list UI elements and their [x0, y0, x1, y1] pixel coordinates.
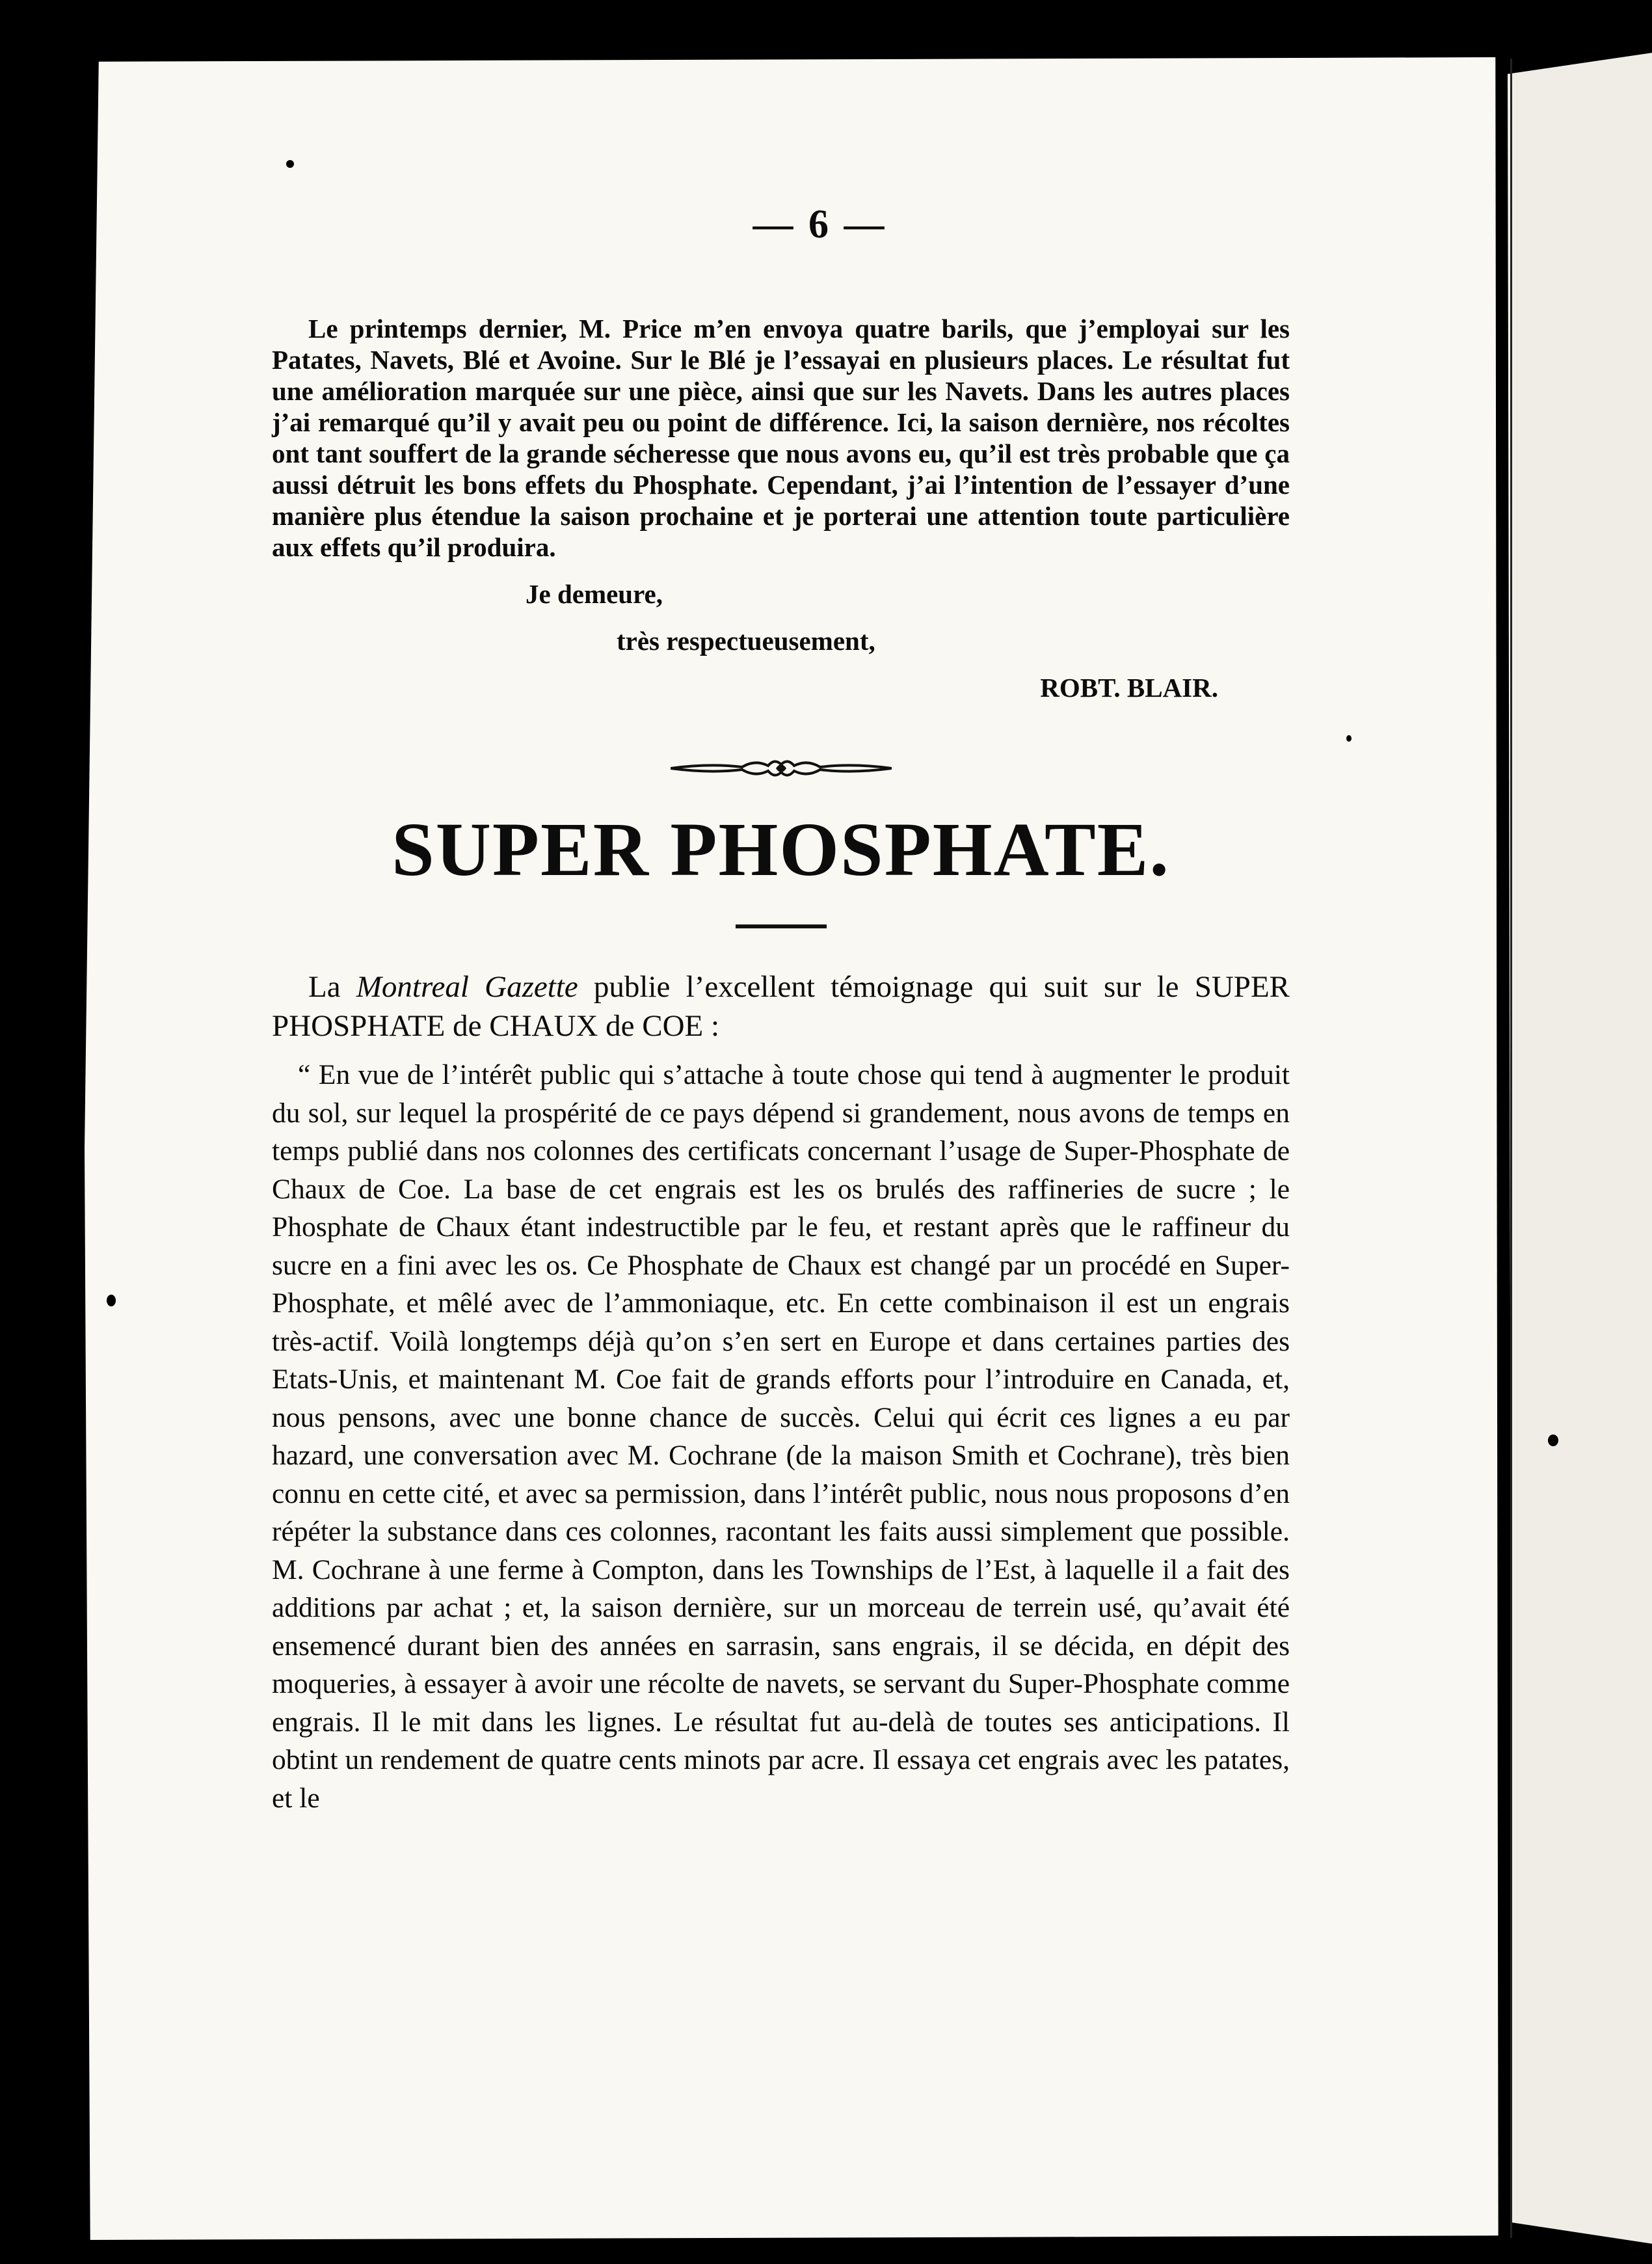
- intro-suffix: publie l’excellent témoignage qui suit sur le SUPER PHOSPHATE de CHAUX de COE :: [272, 970, 1290, 1043]
- intro-prefix: La: [308, 970, 356, 1004]
- ink-speck: [286, 160, 294, 168]
- quoted-article: “ En vue de l’intérêt public qui s’attache à toute chose qui tend à augmenter le produit du sol, sur lequel la prospérité de ce pays dépend si grandement, nous avons de temps en temps publié dans nos colonnes des certificats concernant l’usage de Super-Phosphate de Chaux de Coe. La base de cet engrais est les os brulés des raffineries de sucre ; le Phosphate de Chaux étant indestructible par le feu, et restant après que le raffineur du sucre en a fini avec les os. Ce Phosphate de Chaux est changé par un procédé en Super-Phosphate, et mêlé avec de l’ammoniaque, etc. En cette combinaison il est un engrais très-actif. Voilà longtemps déjà qu’on s’en sert en Europe et dans certaines parties des Etats-Unis, et maintenant M. Coe fait de grands efforts pour l’introduire en Canada, et, nous pensons, avec une bonne chance de succès. Celui qui écrit ces lignes a eu par hazard, une conversation avec M. Cochrane (de la maison Smith et Cochrane), très bien connu en cette cité, et avec sa permission, dans l’intérêt public, nous nous proposons d’en répéter la substance dans ces colonnes, racontant les faits aussi simplement que possible. M. Cochrane à une ferme à Compton, dans les Townships de l’Est, à laquelle il a fait des additions par achat ; et, la saison dernière, sur un morceau de terrein usé, qu’avait été ensemencé durant bien des années en sarrasin, sans engrais, il se décida, en dépit des moqueries, à essayer à avoir une récolte de navets, se servant du Super-Phosphate comme engrais. Il le mit dans les lignes. Le résultat fut au-delà de toutes ses anticipations. Il obtint un rendement de quatre cents minots par acre. Il essaya cet engrais avec les patates, et le: [272, 1059, 1290, 1814]
- page-fold-line: [1510, 59, 1512, 2238]
- publication-name: Montreal Gazette: [356, 970, 578, 1004]
- closing-salutation: très respectueusement,: [617, 626, 875, 656]
- page-number: — 6 —: [753, 202, 887, 247]
- intro-paragraph: [272, 967, 1290, 1045]
- heading-rule: [736, 924, 827, 928]
- ink-speck: [107, 1295, 116, 1306]
- ornament-divider-icon: [671, 755, 892, 781]
- closing-line: Je demeure,: [526, 579, 663, 609]
- page-content: [272, 202, 1290, 1817]
- ink-speck: [1346, 735, 1352, 742]
- ornament-divider: [272, 755, 1290, 781]
- letter-body: [272, 313, 1290, 563]
- letter-paragraph: Le printemps dernier, M. Price m’en envoya quatre barils, que j’employai sur les Patates, Navets, Blé et Avoine. Sur le Blé je l’essayai en plusieurs places. Le résultat fut une amélioration marquée sur une pièce, ainsi que sur les Navets. Dans les autres places j’ai remarqué qu’il y avait peu ou point de différence. Ici, la saison dernière, nos récoltes ont tant souffert de la grande sécheresse que nous avons eu, qu’il est très probable que ça aussi détruit les bons effets du Phosphate. Cependant, j’ai l’intention de l’essayer d’une manière plus étendue la saison prochaine et je porterai une attention toute particulière aux effets qu’il produira.: [272, 314, 1290, 562]
- section-heading: SUPER PHOSPHATE.: [392, 807, 1170, 892]
- adjacent-page-edge: [1508, 52, 1652, 2244]
- signature: ROBT. BLAIR.: [1040, 673, 1218, 703]
- ink-speck: [1548, 1435, 1558, 1446]
